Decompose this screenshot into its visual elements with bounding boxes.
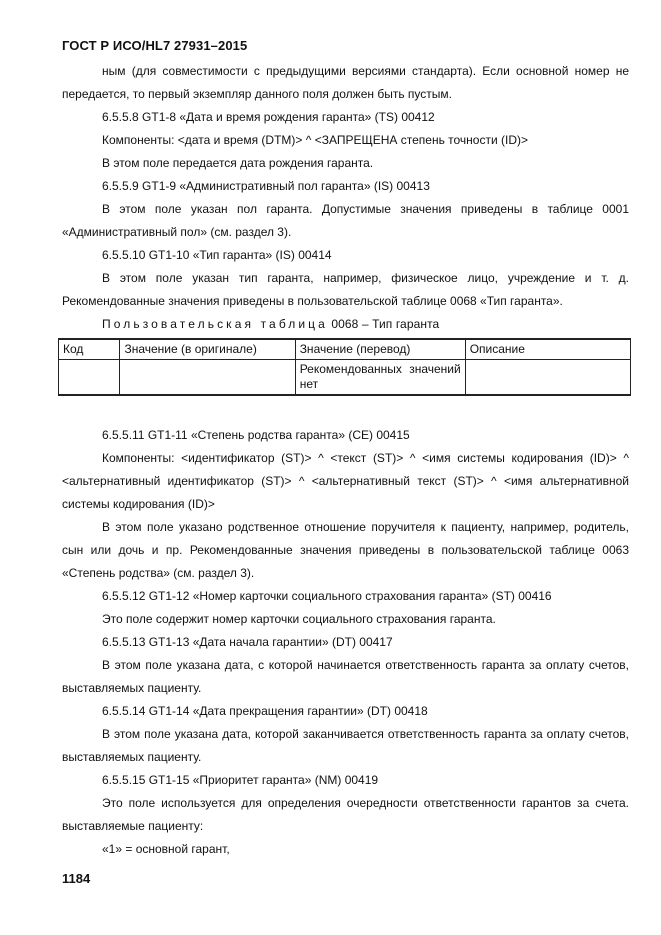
table-cell [59, 360, 120, 396]
paragraph: В этом поле указано родственное отношение поручителя к пациенту, например, родитель, сын или дочь и пр. Рекомендованные значения приведены в пользовательской таблице 0063 «Степень родства» (см. раздел 3). [62, 520, 629, 580]
paragraph: Компоненты: <идентификатор (ST)> ^ <текст (ST)> ^ <имя системы кодирования (ID)> ^ <альтернативный идентификатор (ST)> ^ <альтернативный текст (ST)> ^ <имя альтернативной системы кодирования (ID)> [62, 451, 629, 511]
paragraph: В этом поле передается дата рождения гаранта. [102, 156, 374, 170]
table-caption-rest: 0068 – Тип гаранта [327, 317, 440, 331]
page-body [62, 60, 629, 861]
table-cell [120, 360, 295, 396]
text-block-bottom [62, 424, 629, 861]
paragraph: 6.5.5.9 GT1-9 «Административный пол гаранта» (IS) 00413 [102, 179, 430, 193]
paragraph: 6.5.5.12 GT1-12 «Номер карточки социального страхования гаранта» (ST) 00416 [102, 589, 552, 603]
paragraph: В этом поле указан тип гаранта, например, физическое лицо, учреждение и т. д. Рекомендованные значения приведены в пользовательской таблице 0068 «Тип гаранта». [62, 271, 629, 308]
paragraph: ным (для совместимости с предыдущими версиями стандарта). Если основной номер не передается, то первый экземпляр данного поля должен быть пустым. [62, 64, 629, 101]
paragraph: 6.5.5.15 GT1-15 «Приоритет гаранта» (NM) 00419 [102, 773, 379, 787]
table-header-row [59, 339, 631, 360]
page-number: 1184 [62, 871, 91, 886]
paragraph: 6.5.5.8 GT1-8 «Дата и время рождения гаранта» (TS) 00412 [102, 110, 435, 124]
column-header-description: Описание [465, 339, 630, 360]
text-block-top [62, 60, 629, 313]
paragraph: Это поле содержит номер карточки социального страхования гаранта. [102, 612, 496, 626]
paragraph: 6.5.5.14 GT1-14 «Дата прекращения гарантии» (DT) 00418 [102, 704, 428, 718]
column-header-translation: Значение (перевод) [295, 339, 465, 360]
column-header-code: Код [59, 339, 120, 360]
paragraph: В этом поле указана дата, которой заканчивается ответственность гаранта за оплату счетов, выставляемых пациенту. [62, 727, 629, 764]
paragraph: Это поле используется для определения очередности ответственности гарантов за счета. выставляемые пациенту: [62, 796, 629, 833]
table-cell [465, 360, 630, 396]
paragraph: В этом поле указан пол гаранта. Допустимые значения приведены в таблице 0001 «Административный пол» (см. раздел 3). [62, 202, 629, 239]
table-caption [62, 313, 629, 336]
paragraph: 6.5.5.10 GT1-10 «Тип гаранта» (IS) 00414 [102, 248, 332, 262]
document-header: ГОСТ Р ИСО/HL7 27931–2015 [62, 38, 248, 53]
paragraph: В этом поле указана дата, с которой начинается ответственность гаранта за оплату счетов, выставляемых пациенту. [62, 658, 629, 695]
paragraph: «1» = основной гарант, [102, 842, 230, 856]
paragraph: 6.5.5.11 GT1-11 «Степень родства гаранта» (CE) 00415 [102, 428, 410, 442]
column-header-original: Значение (в оригинале) [120, 339, 295, 360]
table-caption-label: Пользовательская таблица [102, 317, 328, 331]
table-cell: Рекомендованных значений нет [295, 360, 465, 396]
table-row [59, 360, 631, 396]
guarantor-type-table [58, 338, 631, 396]
paragraph: Компоненты: <дата и время (DTM)> ^ <ЗАПРЕЩЕНА степень точности (ID)> [102, 133, 529, 147]
paragraph: 6.5.5.13 GT1-13 «Дата начала гарантии» (DT) 00417 [102, 635, 393, 649]
